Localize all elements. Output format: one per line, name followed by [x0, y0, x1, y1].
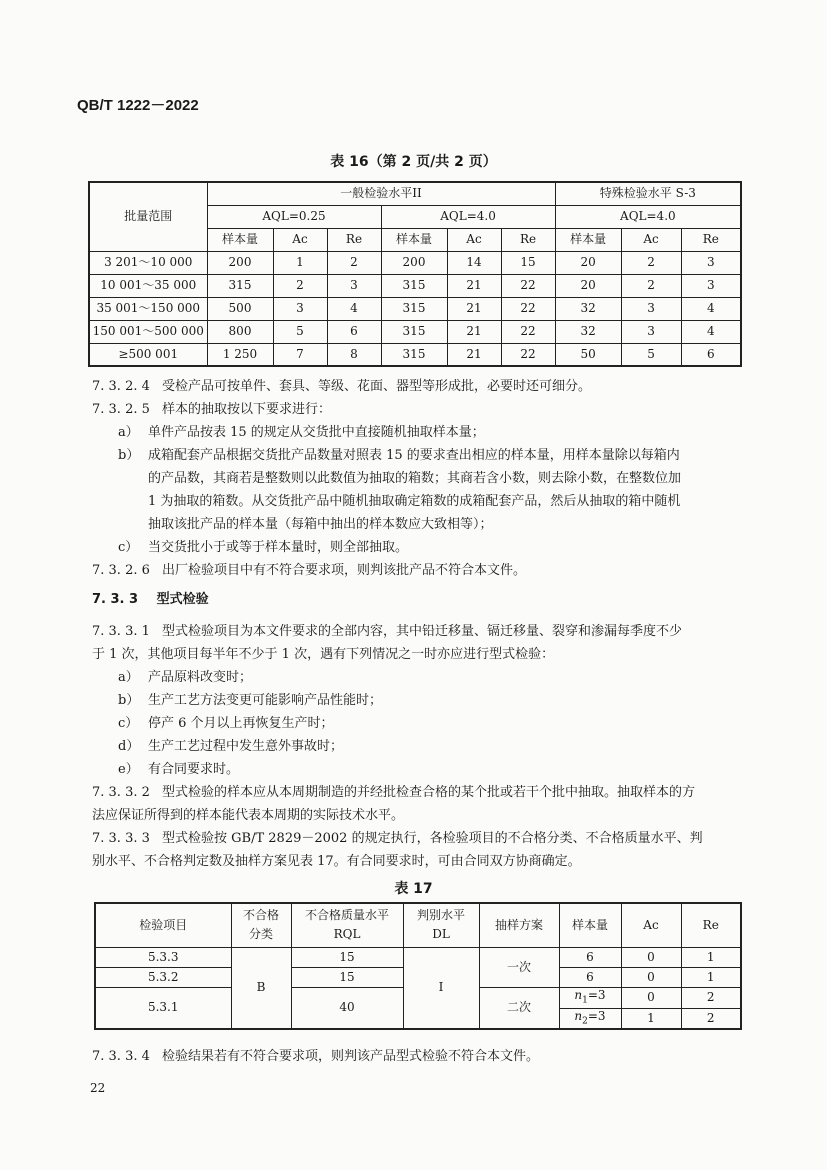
table-cell: 22	[501, 320, 555, 343]
table16-general-level: 一般检验水平II	[207, 182, 555, 205]
table-cell: 2	[621, 274, 681, 297]
list-label: b）	[118, 693, 140, 708]
table-cell: 50	[555, 343, 621, 366]
table-cell-n1	[559, 987, 621, 1008]
table-cell: 5	[273, 320, 327, 343]
list-text: 生产工艺方法变更可能影响产品性能时；	[148, 693, 383, 708]
table16-subheader: Re	[681, 228, 741, 251]
list-item	[0, 758, 827, 781]
clause-text: 受检产品可按单件、套具、等级、花面、器型等形成批，必要时还可细分。	[162, 379, 592, 394]
clause-7-3-3-3	[92, 827, 703, 850]
table-cell: 315	[381, 297, 447, 320]
list-text: 有合同要求时。	[148, 762, 240, 777]
table-cell: 22	[501, 274, 555, 297]
table17-header-ac: Ac	[621, 903, 681, 947]
table-cell: 2	[327, 251, 381, 274]
table17-header-dl	[403, 903, 479, 947]
table-cell: 14	[447, 251, 501, 274]
clause-7-3-2-6	[92, 559, 526, 582]
table-cell: 0	[621, 947, 681, 967]
table-cell: 1	[681, 947, 741, 967]
header-line: 判别水平	[416, 908, 465, 923]
table-cell: 32	[555, 297, 621, 320]
section-7-3-3-heading	[92, 588, 209, 611]
table-cell: 6	[559, 967, 621, 987]
table-cell: 4	[681, 320, 741, 343]
table-cell: 5.3.1	[95, 987, 231, 1029]
list-text: 当交货批小于或等于样本量时，则全部抽取。	[148, 540, 409, 555]
table16	[88, 181, 742, 367]
n-value: =3	[587, 988, 606, 1003]
table-cell: 315	[381, 320, 447, 343]
table16-range-header: 批量范围	[89, 182, 207, 251]
list-item	[0, 712, 827, 735]
table17-plan-single: 一次	[479, 947, 559, 987]
table-cell: 6	[327, 320, 381, 343]
table-cell: 0	[621, 967, 681, 987]
header-line: 不合格	[242, 908, 279, 923]
clause-7-3-3-1	[92, 620, 682, 643]
clause-7-3-3-4	[92, 1045, 539, 1068]
table17-plan-double: 二次	[479, 987, 559, 1029]
clause-7-3-2-4	[92, 375, 591, 398]
list-text-line: 的产品数，其商若是整数则以此数值为抽取的箱数；其商若含小数，则去除小数，在整数位加	[148, 471, 682, 486]
table-cell: 20	[555, 274, 621, 297]
list-label: c）	[118, 540, 139, 555]
table-cell: 3	[621, 297, 681, 320]
table-cell: 315	[381, 274, 447, 297]
table-row	[89, 274, 741, 297]
clause-text-continued: 法应保证所得到的样本能代表本周期的实际技术水平。	[92, 808, 405, 823]
table-cell: ≥500 001	[89, 343, 207, 366]
table16-subheader: Ac	[447, 228, 501, 251]
list-label: b）	[118, 448, 140, 463]
n-value: =3	[587, 1008, 606, 1023]
table-cell: 4	[327, 297, 381, 320]
table-cell: 21	[447, 343, 501, 366]
table17-header-class	[231, 903, 291, 947]
n-subscript: 1	[582, 995, 588, 1006]
table-cell: 2	[681, 1008, 741, 1029]
clause-number: 7. 3. 3. 3	[92, 831, 150, 846]
list-label: c）	[118, 716, 139, 731]
table16-aql-3: AQL=4.0	[555, 205, 741, 228]
list-text: 单件产品按表 15 的规定从交货批中直接随机抽取样本量；	[148, 425, 485, 440]
table-cell: 21	[447, 320, 501, 343]
section-title: 型式检验	[156, 592, 209, 607]
table-cell: 1	[681, 967, 741, 987]
table-cell: 800	[207, 320, 273, 343]
list-label: a）	[118, 425, 139, 440]
clause-number: 7. 3. 3. 2	[92, 785, 150, 800]
table-cell: 2	[621, 251, 681, 274]
table16-subheader: Ac	[273, 228, 327, 251]
list-item	[0, 421, 827, 444]
list-item	[0, 444, 827, 536]
list-item	[0, 735, 827, 758]
table-cell: 2	[273, 274, 327, 297]
clause-7-3-3-2	[92, 781, 695, 804]
table-cell: 10 001～35 000	[89, 274, 207, 297]
table-cell: 1 250	[207, 343, 273, 366]
table16-subheader: Re	[327, 228, 381, 251]
list-text-line: 成箱配套产品根据交货批产品数量对照表 15 的要求查出相应的样本量，用样本量除以每箱内	[148, 448, 680, 463]
table-cell: 315	[207, 274, 273, 297]
clause-text: 型式检验按 GB/T 2829－2002 的规定执行，各检验项目的不合格分类、不合格质量水平、判	[162, 831, 703, 846]
n-subscript: 2	[582, 1016, 588, 1027]
table17-class-value: B	[231, 947, 291, 1029]
table-cell: 200	[381, 251, 447, 274]
list-text: 生产工艺过程中发生意外事故时；	[148, 739, 344, 754]
table-cell: 150 001～500 000	[89, 320, 207, 343]
table-cell: 1	[621, 1008, 681, 1029]
header-line: 分类	[248, 927, 273, 942]
table-cell: 7	[273, 343, 327, 366]
table-cell: 32	[555, 320, 621, 343]
table-cell: 3	[681, 274, 741, 297]
clause-number: 7. 3. 3. 1	[92, 624, 150, 639]
table16-subheader: Ac	[621, 228, 681, 251]
table-cell: 500	[207, 297, 273, 320]
table17-header-re: Re	[681, 903, 741, 947]
table-row	[95, 947, 741, 967]
table-cell: 3 201～10 000	[89, 251, 207, 274]
table16-aql-2: AQL=4.0	[381, 205, 555, 228]
table16-subheader: 样本量	[381, 228, 447, 251]
table-cell: 15	[291, 967, 403, 987]
clause-number: 7. 3. 2. 6	[92, 563, 150, 578]
table16-subheader: 样本量	[207, 228, 273, 251]
table-cell: 5.3.2	[95, 967, 231, 987]
table-cell: 3	[273, 297, 327, 320]
page-number: 22	[90, 1081, 106, 1095]
table-cell: 15	[501, 251, 555, 274]
table-row	[89, 297, 741, 320]
clause-number: 7. 3. 2. 5	[92, 402, 150, 417]
table16-subheader: Re	[501, 228, 555, 251]
clause-text: 样本的抽取按以下要求进行：	[162, 402, 332, 417]
table17-caption: 表 17	[394, 881, 433, 897]
table-row	[89, 343, 741, 366]
table17-header-rql	[291, 903, 403, 947]
table16-aql-1: AQL=0.25	[207, 205, 381, 228]
section-number: 7. 3. 3	[92, 592, 139, 607]
table-cell: 8	[327, 343, 381, 366]
header-line: 不合格质量水平	[304, 908, 389, 923]
table-cell: 15	[291, 947, 403, 967]
list-text-line: 抽取该批产品的样本量（每箱中抽出的样本数应大致相等）；	[148, 517, 493, 532]
clause-text-continued: 别水平、不合格判定数及抽样方案见表 17。有合同要求时，可由合同双方协商确定。	[92, 854, 581, 869]
table16-special-level: 特殊检验水平 S-3	[555, 182, 741, 205]
table-cell: 5	[621, 343, 681, 366]
clause-text: 出厂检验项目中有不符合要求项，则判该批产品不符合本文件。	[162, 563, 527, 578]
list-text-line: 1 为抽取的箱数。从交货批产品中随机抽取确定箱数的成箱配套产品，然后从抽取的箱中随机	[148, 494, 681, 509]
clause-text: 型式检验项目为本文件要求的全部内容，其中铅迁移量、镉迁移量、裂穿和渗漏每季度不少	[162, 624, 683, 639]
table-cell: 21	[447, 274, 501, 297]
table-cell: 6	[681, 343, 741, 366]
table-cell: 1	[273, 251, 327, 274]
table17-header-sample: 样本量	[559, 903, 621, 947]
table-cell: 21	[447, 297, 501, 320]
table16-caption: 表 16（第 2 页/共 2 页）	[330, 154, 497, 170]
list-item	[0, 536, 827, 559]
table-cell: 3	[327, 274, 381, 297]
table-cell: 5.3.3	[95, 947, 231, 967]
clause-7-3-2-5	[92, 398, 331, 421]
clause-text: 型式检验的样本应从本周期制造的并经批检查合格的某个批或若干个批中抽取。抽取样本的方	[162, 785, 696, 800]
table-row	[89, 251, 741, 274]
list-label: e）	[118, 762, 139, 777]
n-symbol: n	[574, 988, 583, 1003]
list-item	[0, 689, 827, 712]
table17-header-plan: 抽样方案	[479, 903, 559, 947]
table-cell: 3	[681, 251, 741, 274]
table17-header-item: 检验项目	[95, 903, 231, 947]
table-row	[89, 320, 741, 343]
table-cell: 0	[621, 987, 681, 1008]
table-cell: 40	[291, 987, 403, 1029]
header-line: RQL	[333, 927, 361, 942]
table-cell: 4	[681, 297, 741, 320]
table-cell: 22	[501, 297, 555, 320]
table17	[94, 902, 742, 1030]
table-cell: 315	[381, 343, 447, 366]
table17-dl-value: I	[403, 947, 479, 1029]
clause-number: 7. 3. 2. 4	[92, 379, 150, 394]
standard-code: QB/T 1222－2022	[77, 97, 199, 114]
list-label: d）	[118, 739, 140, 754]
clause-text: 检验结果若有不符合要求项，则判该产品型式检验不符合本文件。	[162, 1049, 540, 1064]
table-cell: 22	[501, 343, 555, 366]
table-cell: 35 001～150 000	[89, 297, 207, 320]
list-item	[0, 666, 827, 689]
header-line: DL	[432, 927, 450, 942]
table16-subheader: 样本量	[555, 228, 621, 251]
table-cell-n2	[559, 1008, 621, 1029]
list-label: a）	[118, 670, 139, 685]
table-cell: 3	[621, 320, 681, 343]
list-text: 产品原料改变时；	[148, 670, 253, 685]
list-text: 停产 6 个月以上再恢复生产时；	[148, 716, 334, 731]
table-cell: 2	[681, 987, 741, 1008]
table-cell: 20	[555, 251, 621, 274]
table-cell: 200	[207, 251, 273, 274]
clause-text-continued: 于 1 次，其他项目每半年不少于 1 次，遇有下列情况之一时亦应进行型式检验：	[92, 647, 555, 662]
clause-number: 7. 3. 3. 4	[92, 1049, 150, 1064]
n-symbol: n	[574, 1008, 583, 1023]
table-cell: 6	[559, 947, 621, 967]
